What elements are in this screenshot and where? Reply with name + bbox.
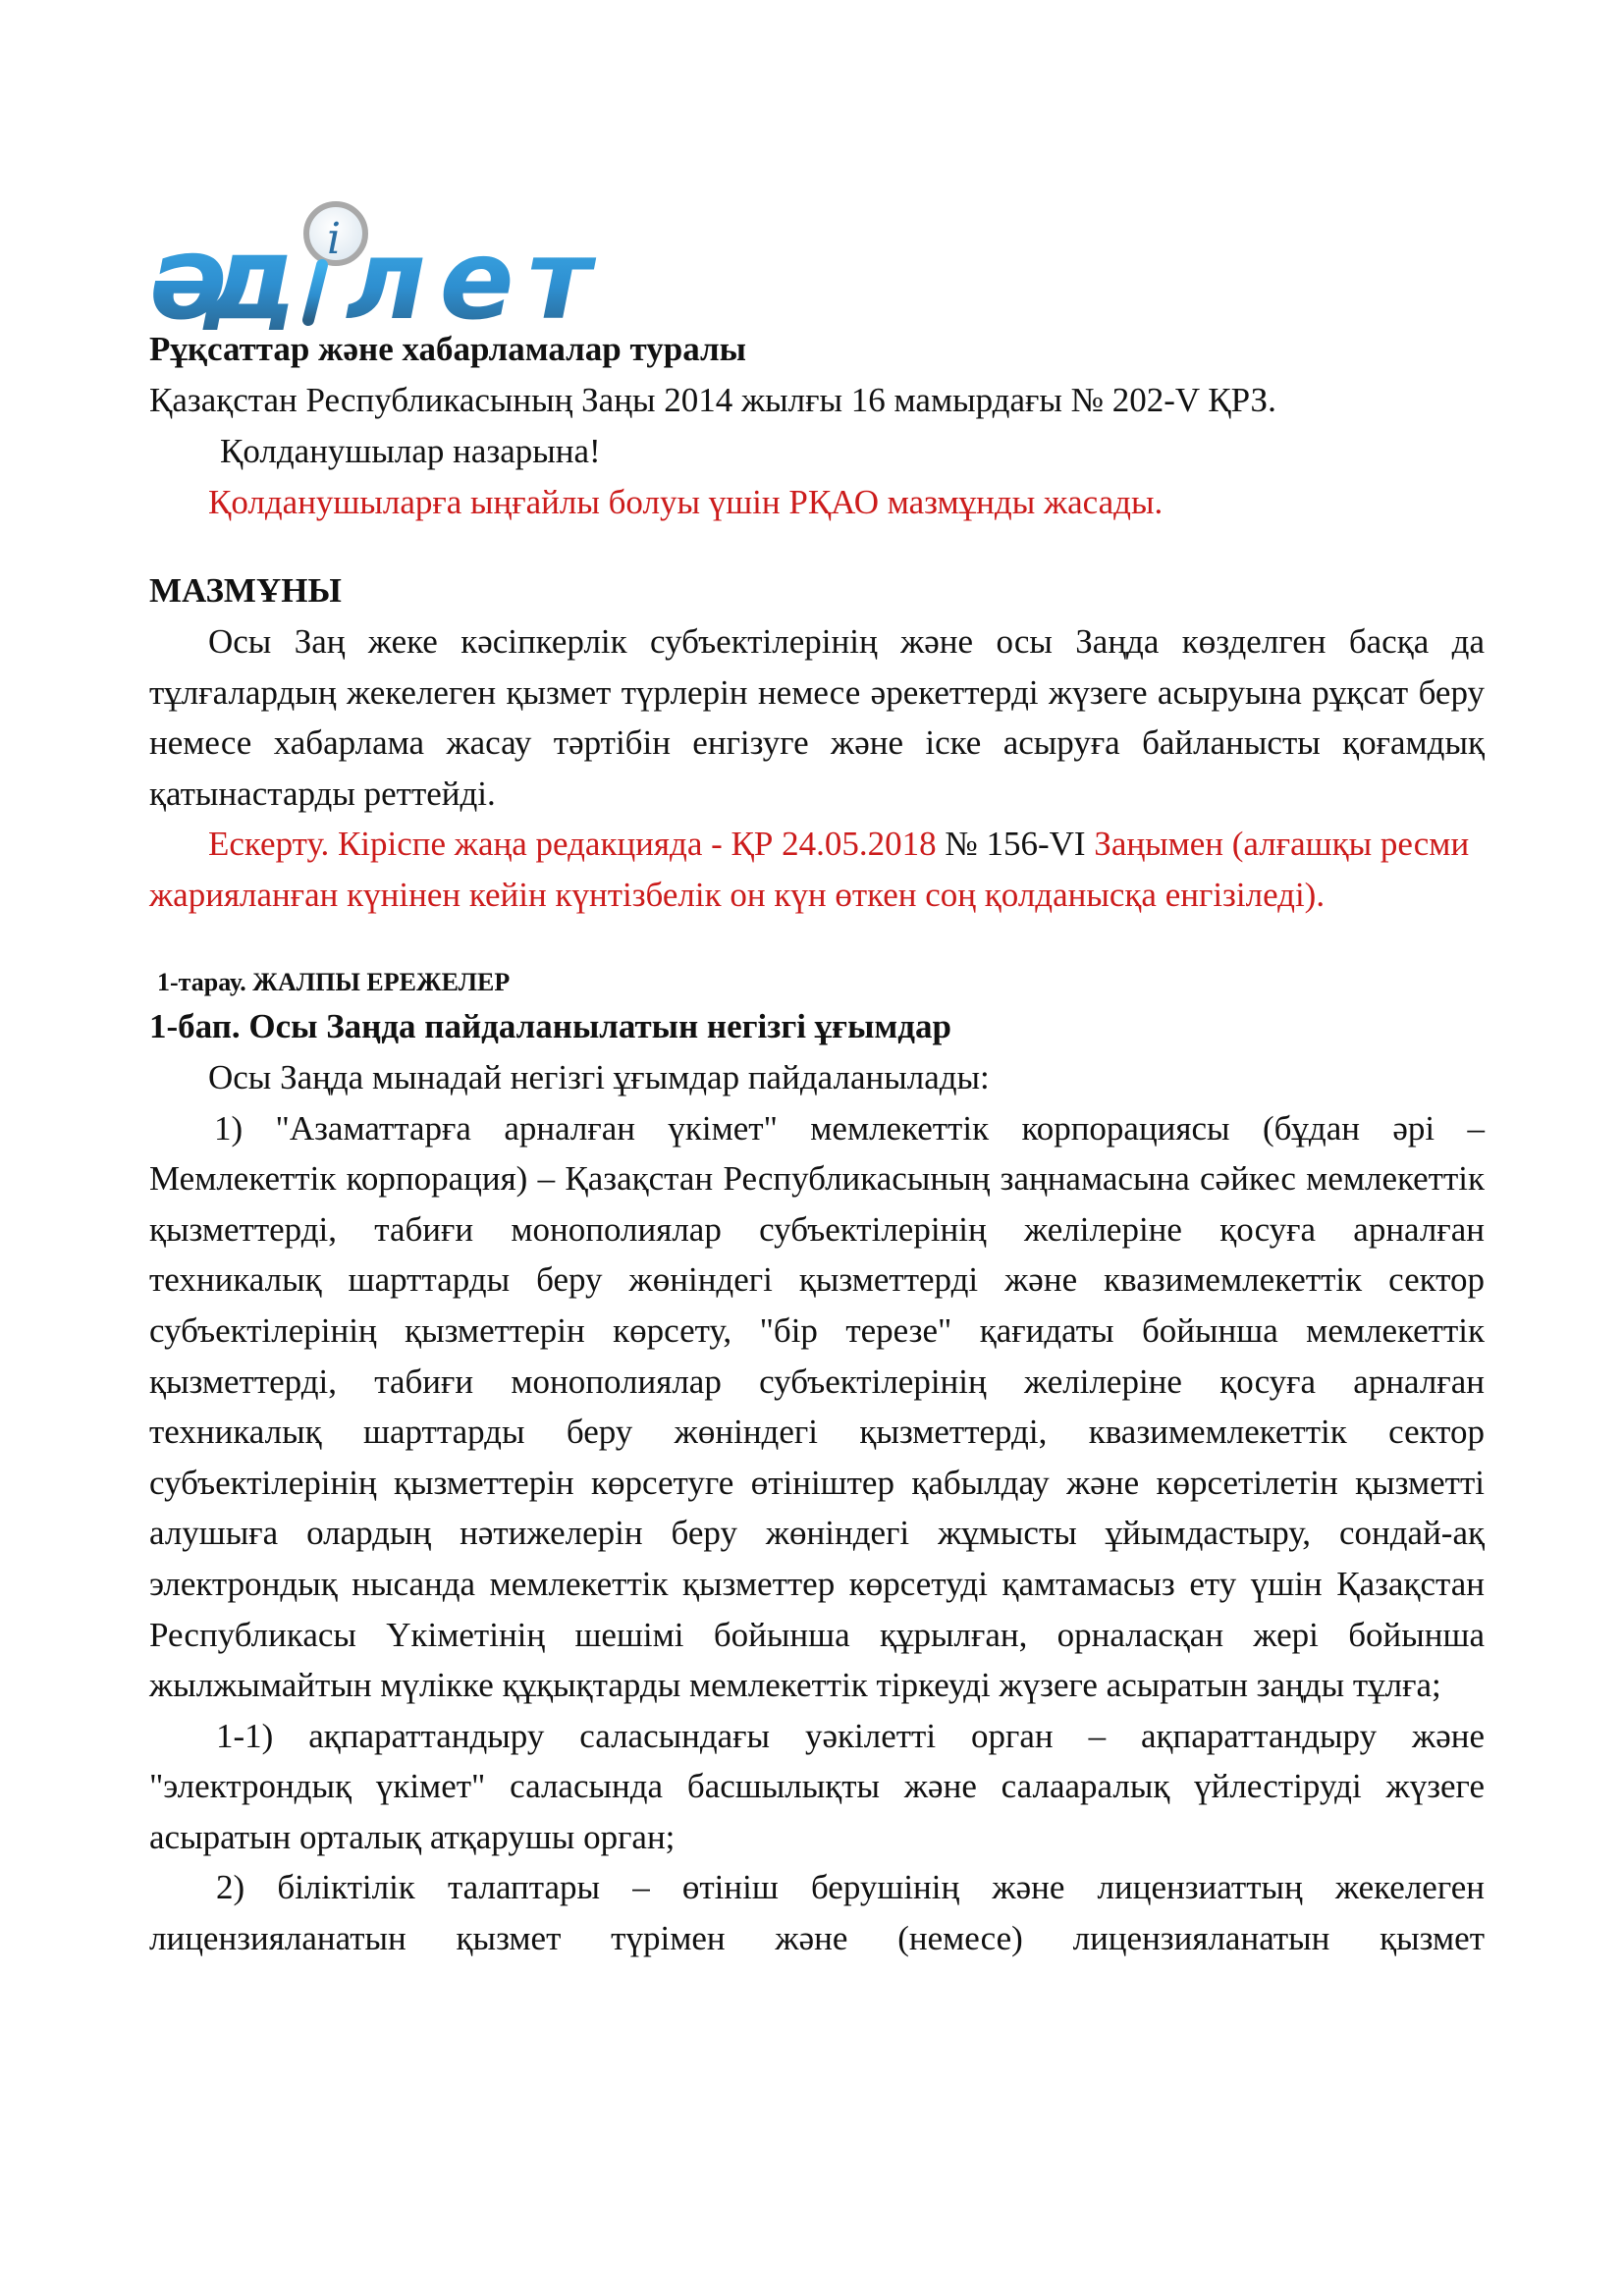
article-heading: 1-бап. Осы Заңда пайдаланылатын негізгі ұғымдар — [149, 1006, 951, 1045]
article-intro: Осы Заңда мынадай негізгі ұғымдар пайдаланылады: — [208, 1057, 990, 1096]
definition-item: 1-1) ақпараттандыру саласындағы уәкілетті орган – ақпараттандыру және "электрондық үкімет" саласында басшылықты және салааралық үйлестіруді жүзеге асыратын орталық атқарушы орган; — [149, 1716, 1485, 1856]
document-title: Рұқсаттар және хабарламалар туралы — [149, 330, 746, 368]
definition-item: 2) біліктілік талаптары – өтініш берушінің және лицензиаттың жекелеген лицензияланатын қызмет түрімен және (немесе) лицензияланатын қызмет — [149, 1868, 1485, 1958]
svg-text:i: i — [327, 214, 342, 264]
preamble: Осы Заң жеке кәсіпкерлік субъектілерінің және осы Заңда көзделген басқа да тұлғалардың жекелеген қызмет түрлерін немесе әрекеттерді жүзеге асыруына рұқсат беру немесе хабарлама жасау тәртібін енгізуге және іске асыруға байланысты қоғамдық қатынастарды реттейді. — [149, 622, 1485, 813]
notice-text: Қолданушыларға ыңғайлы болуы үшін РҚАО мазмұнды жасады. — [208, 483, 1164, 521]
adilet-logo — [149, 192, 611, 330]
svg-text:лет: лет — [346, 217, 591, 330]
chapter-heading: 1-тарау. ЖАЛПЫ ЕРЕЖЕЛЕР — [157, 967, 511, 996]
amendment-law-link[interactable]: № 156-VI — [945, 825, 1086, 864]
amendment-note — [149, 819, 1485, 920]
notice-label: Қолданушылар назарына! — [220, 432, 601, 470]
svg-text:әд: әд — [149, 210, 297, 330]
document-body — [149, 324, 1485, 1964]
amendment-note-part1: Ескерту. Кіріспе жаңа редакцияда - ҚР 24.05.2018 — [208, 825, 946, 864]
document-subtitle: Қазақстан Республикасының Заңы 2014 жылғы 16 мамырдағы № 202-V ҚРЗ. — [149, 381, 1276, 419]
adilet-logo-icon — [149, 192, 611, 330]
definition-item: 1) "Азаматтарға арналған үкімет" мемлекеттік корпорациясы (бұдан әрі – Мемлекеттік корпорация) – Қазақстан Республикасының заңнамасына сәйкес мемлекеттік қызметтерді, табиғи монополиялар субъектілерінің желілеріне қосуға арналған техникалық шарттарды беру жөніндегі қызметтерді және квазимемлекеттік сектор субъектілерінің қызметтерін көрсету, "бір терезе" қағидаты бойынша мемлекеттік қызметтерді, табиғи монополиялар субъектілерінің желілеріне қосуға арналған техникалық шарттарды беру жөніндегі қызметтерді, квазимемлекеттік сектор субъектілерінің қызметтерін көрсетуге өтініштер қабылдау және көрсетілетін қызметті алушыға олардың нәтижелерін беру жөніндегі жұмысты ұйымдастыру, сондай-ақ электрондық нысанда мемлекеттік қызметтер көрсетуді қамтамасыз ету үшін Қазақстан Республикасы Үкіметінің шешімі бойынша құрылған, орналасқан жері бойынша жылжымайтын мүлікке құқықтарды мемлекеттік тіркеуді жүзеге асыратын заңды тұлға; — [149, 1108, 1485, 1705]
contents-heading: МАЗМҰНЫ — [149, 571, 342, 610]
amendment-note-part2: Заңымен (алғашқы ресми жарияланған күнінен кейін күнтізбелік он күн өткен соң қолданысқа енгізіледі). — [149, 825, 1470, 914]
